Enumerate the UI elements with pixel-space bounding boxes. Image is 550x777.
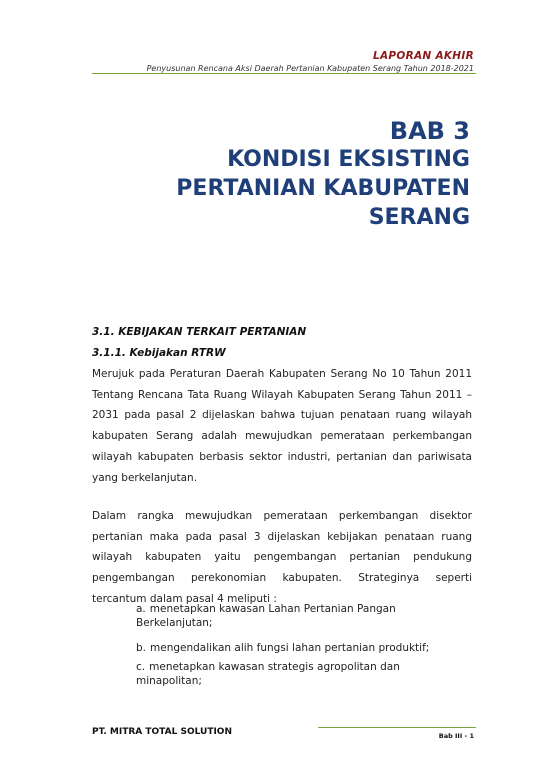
list-item-text: menetapkan kawasan Lahan Pertanian Pangan Berkelanjutan; [136, 603, 396, 629]
footer-company: PT. MITRA TOTAL SOLUTION [92, 727, 232, 737]
page-number: Bab III - 1 [438, 732, 474, 740]
list-item-letter: a. [136, 603, 146, 615]
list-item-text: mengendalikan alih fungsi lahan pertanian produktif; [150, 642, 430, 654]
section-heading: 3.1. KEBIJAKAN TERKAIT PERTANIAN [92, 326, 307, 338]
header-rule [92, 73, 476, 74]
list-item [136, 660, 456, 688]
list-item-text: menetapkan kawasan strategis agropolitan dan minapolitan; [136, 661, 400, 687]
chapter-title-line-2: PERTANIAN KABUPATEN [176, 176, 470, 201]
list-item [136, 641, 456, 655]
chapter-number: BAB 3 [389, 117, 470, 145]
body-paragraph: Merujuk pada Peraturan Daerah Kabupaten Serang No 10 Tahun 2011 Tentang Rencana Tata Ruang Wilayah Kabupaten Serang Tahun 2011 – 2031 pada pasal 2 dijelaskan bahwa tujuan penataan ruang wilayah kabupaten Serang adalah mewujudkan pemerataan perkembangan wilayah kabupaten berbasis sektor industri, pertanian dan pariwisata yang berkelanjutan. [92, 368, 472, 484]
report-subtitle: Penyusunan Rencana Aksi Daerah Pertanian Kabupaten Serang Tahun 2018-2021 [146, 64, 474, 73]
list-item-letter: b. [136, 642, 147, 654]
footer-rule [318, 727, 476, 728]
list-item [136, 602, 456, 630]
subsection-heading: 3.1.1. Kebijakan RTRW [92, 347, 226, 359]
chapter-title-line-3: SERANG [368, 205, 470, 230]
body-paragraph: Dalam rangka mewujudkan pemerataan perkembangan disektor pertanian maka pada pasal 3 dijelaskan kebijakan penataan ruang wilayah kabupaten yaitu pengembangan pertanian pendukung pengembangan perekonomian kabupaten. Strateginya seperti tercantum dalam pasal 4 meliputi : [92, 510, 472, 605]
chapter-title-line-1: KONDISI EKSISTING [227, 147, 470, 172]
list-item-letter: c. [136, 661, 146, 673]
report-title: LAPORAN AKHIR [372, 50, 474, 62]
